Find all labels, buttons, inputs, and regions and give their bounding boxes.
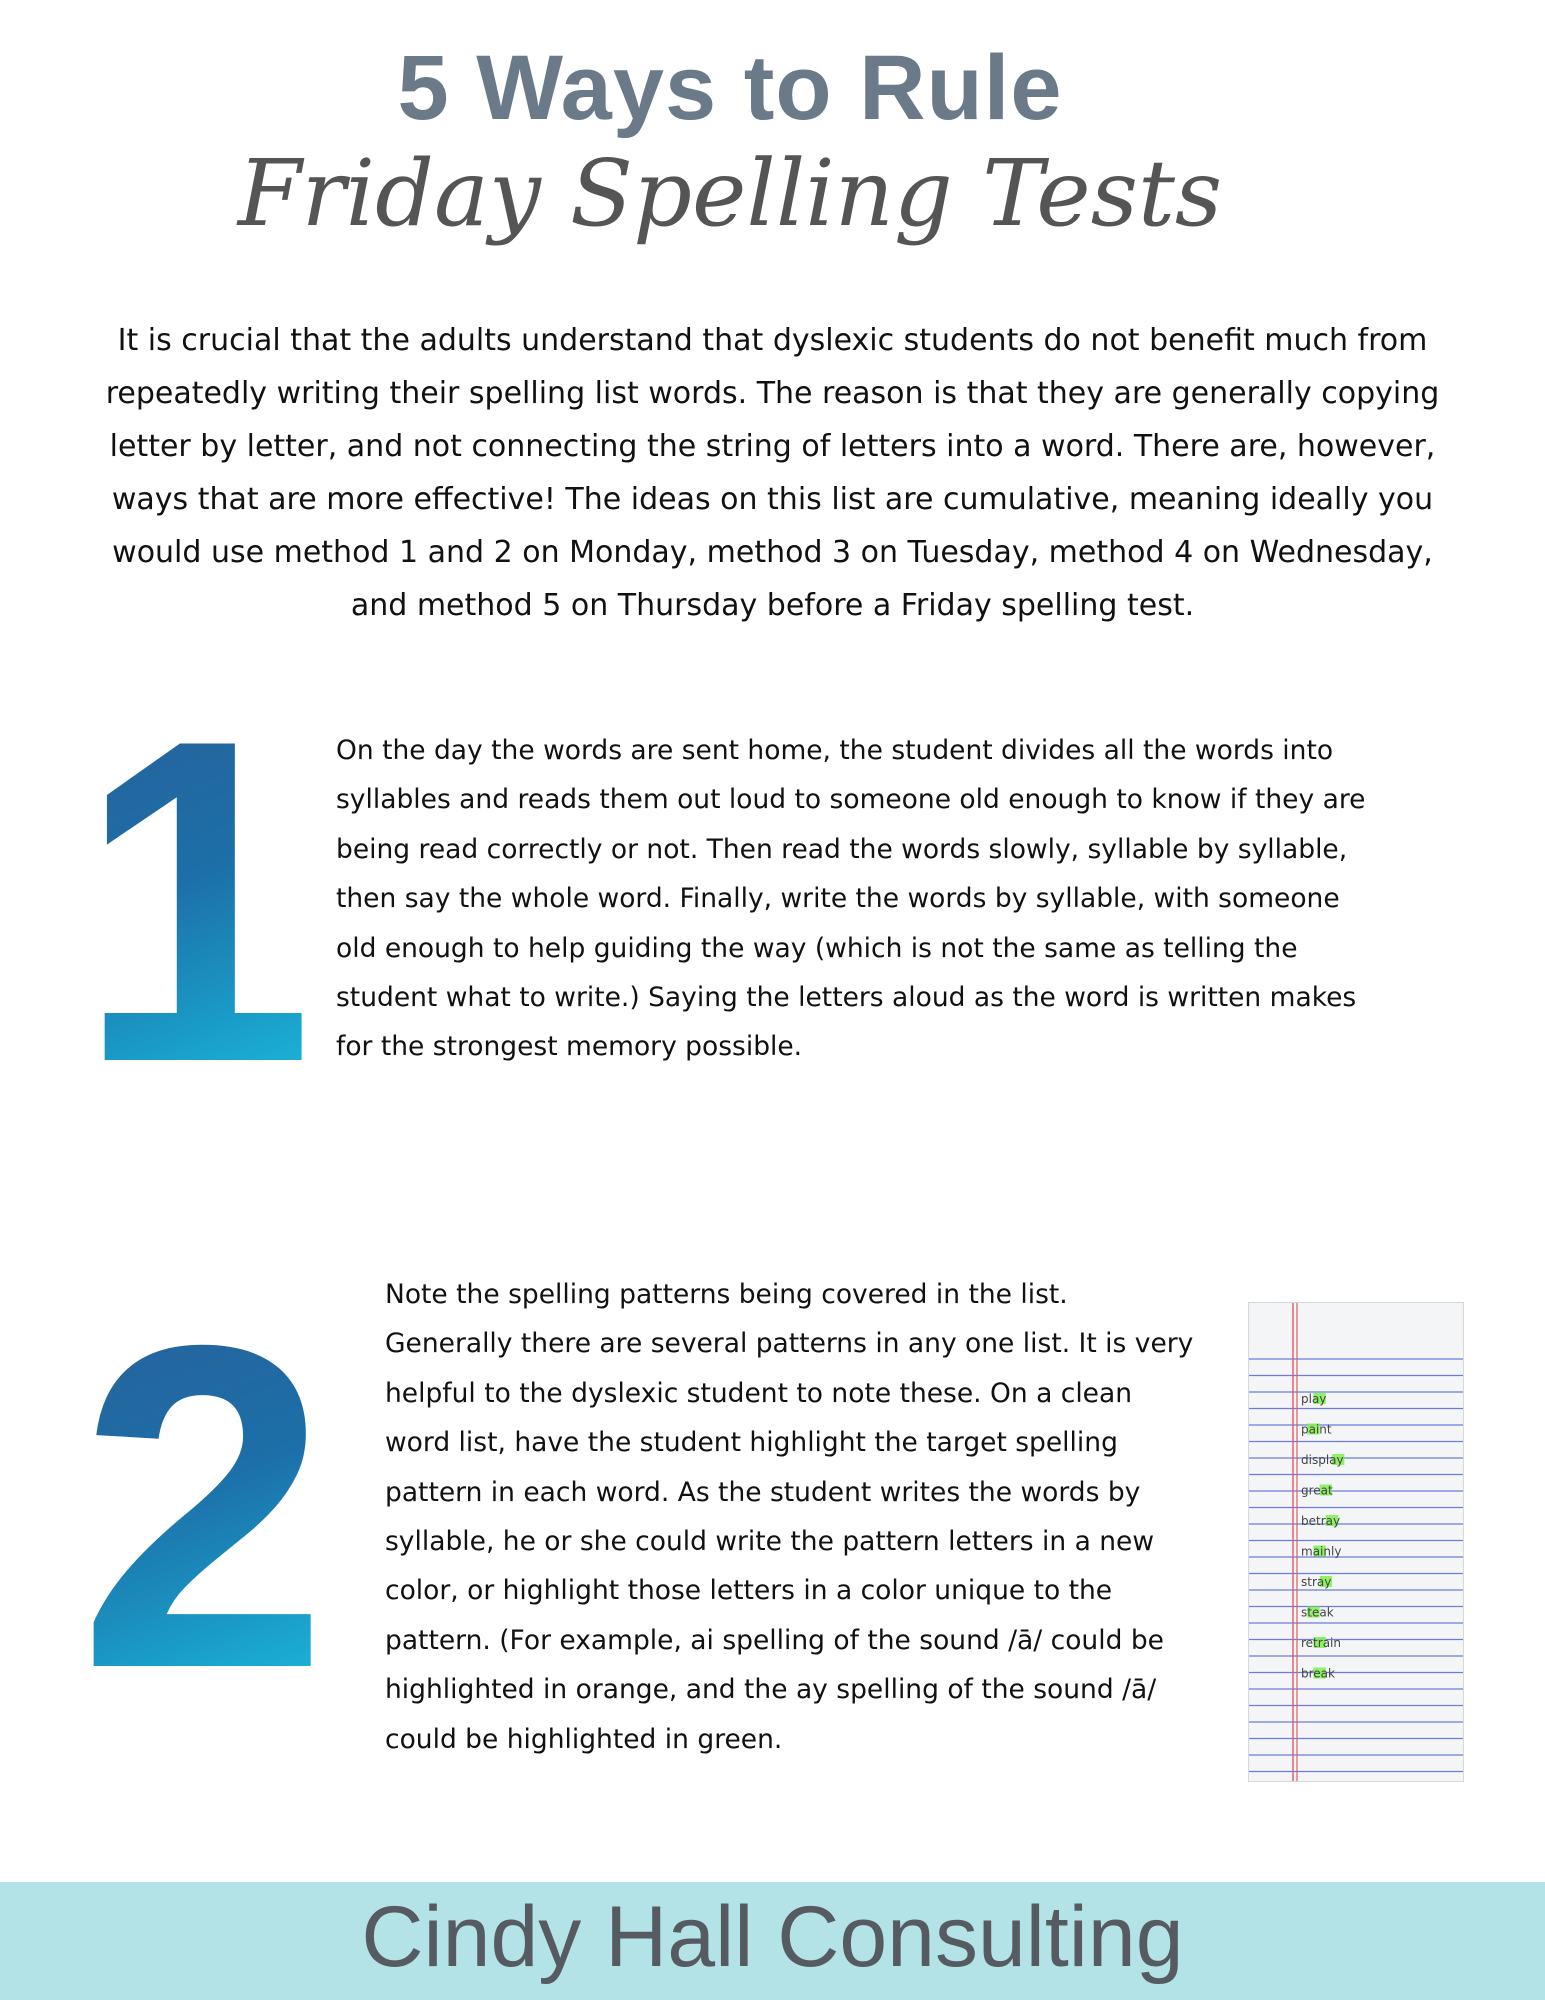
method-2-text: Note the spelling patterns being covered in the list. Generally there are several patterns in any one list. It is very helpful to the dyslexic student to note these. On a clean word list, have the student highlight the target spelling pattern in each word. As the student writes the words by syllable, he or she could write the pattern letters in a new color, or highlight those letters in a color unique to the pattern. (For example, ai spelling of the sound /ā/ could be highlighted in orange, and the ay spelling of the sound /ā/ could be highlighted in green. [385, 1279, 1194, 1755]
footer-banner [0, 1882, 1545, 2000]
notebook-word: play [1301, 1392, 1327, 1406]
notebook-photo [1248, 1302, 1464, 1782]
intro-paragraph: It is crucial that the adults understand that dyslexic students do not benefit much from repeatedly writing their spelling list words. The reason is that they are generally copying letter by letter, and not connecting the string of letters into a word. There are, however, ways that are more effective! The ideas on this list are cumulative, meaning ideally you would use method 1 and 2 on Monday, method 3 on Tuesday, method 4 on Wednesday, and method 5 on Thursday before a Friday spelling test. [105, 323, 1440, 623]
notebook-paper-image [1249, 1303, 1463, 1781]
notebook-word: retrain [1301, 1636, 1341, 1650]
notebook-word: great [1301, 1483, 1333, 1498]
method-1-number: 1 [78, 645, 314, 1158]
page-title: 5 Ways to Rule [397, 37, 1063, 139]
notebook-word: display [1301, 1453, 1344, 1467]
notebook-word: steak [1301, 1605, 1334, 1620]
method-1-text: On the day the words are sent home, the student divides all the words into syllables and reads them out loud to someone old enough to know if they are being read correctly or not. Then read the words slowly, syllable by syllable, then say the whole word. Finally, write the words by syllable, with someone old enough to help guiding the way (which is not the same as telling the student what to write.) Saying the letters aloud as the word is written makes for the strongest memory possible. [336, 735, 1366, 1063]
notebook-word: break [1301, 1666, 1335, 1681]
notebook-word: betray [1301, 1514, 1341, 1528]
notebook-word: paint [1301, 1422, 1332, 1437]
notebook-paper [1249, 1303, 1463, 1781]
notebook-word: stray [1301, 1575, 1332, 1589]
page-subtitle: Friday Spelling Tests [237, 140, 1223, 247]
method-2-number: 2 [78, 1251, 329, 1764]
notebook-word: mainly [1301, 1544, 1342, 1559]
footer-brand: Cindy Hall Consulting [361, 1889, 1184, 1985]
